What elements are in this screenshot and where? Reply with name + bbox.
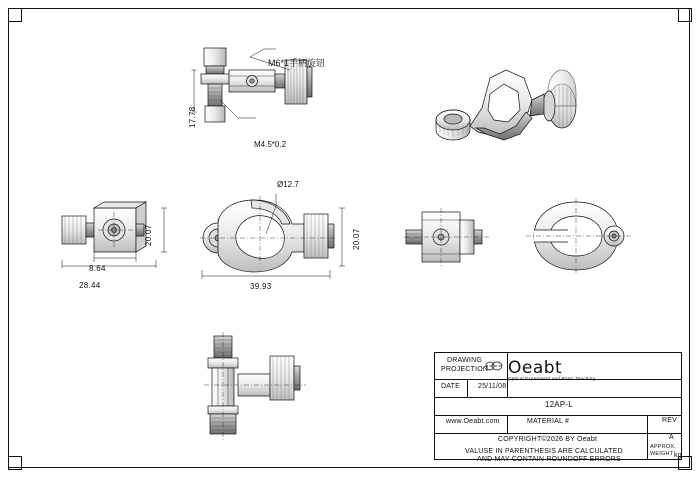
rev-label: REV bbox=[662, 417, 677, 424]
part-number: 12AP-L bbox=[545, 400, 573, 409]
website-link[interactable]: www.Oeabt.com bbox=[446, 418, 500, 425]
weight-unit: kg bbox=[674, 452, 682, 459]
note-m6-knob: M6*1手柄旋钮 bbox=[268, 58, 326, 68]
tolerance-note-line2: AND MAY CONTAIN ROUNDOFF ERRORS bbox=[477, 456, 621, 463]
dim-28-44: 28.44 bbox=[79, 281, 101, 290]
drawing-projection-label-line2: PROJECTION bbox=[441, 366, 489, 373]
projection-symbol-icon bbox=[485, 361, 503, 371]
view-side-section bbox=[404, 206, 494, 272]
view-plan-bottom bbox=[190, 330, 320, 450]
dim-39-93: 39.93 bbox=[250, 282, 272, 291]
logo-tagline: Optical Experiment and Basic Teaching bbox=[508, 376, 596, 381]
corner-mark-top-right bbox=[678, 8, 692, 22]
approx-weight-label-line2: WEIGHT bbox=[650, 451, 674, 457]
company-logo bbox=[508, 358, 608, 384]
drawing-projection-label-line1: DRAWING bbox=[447, 357, 482, 364]
corner-mark-top-left bbox=[8, 8, 22, 22]
view-isometric bbox=[420, 48, 600, 158]
rev-value: A bbox=[669, 434, 674, 441]
dim-20-07-left: 20.07 bbox=[144, 224, 153, 246]
tolerance-note-line1: VALUSE IN PARENTHESIS ARE CALCULATED bbox=[465, 448, 623, 455]
note-diameter: Ø12.7 bbox=[277, 180, 299, 189]
dim-8-64: 8.64 bbox=[89, 264, 106, 273]
material-label: MATERIAL # bbox=[527, 418, 570, 425]
view-front-left bbox=[56, 198, 176, 268]
copyright-text: COPYRIGHT©2026 BY Oeabt bbox=[498, 436, 598, 443]
dim-20-07-right: 20.07 bbox=[352, 228, 361, 250]
note-m45: M4.5*0.2 bbox=[254, 140, 287, 149]
corner-mark-bottom-left bbox=[8, 456, 22, 470]
view-clamp-side bbox=[520, 196, 650, 276]
approx-weight-label-line1: APPROX. bbox=[650, 444, 676, 450]
view-clamp-front bbox=[196, 190, 346, 280]
date-value: 25/11/08 bbox=[478, 383, 507, 390]
dim-17-78: 17.78 bbox=[188, 106, 197, 128]
logo-name: Oeabt bbox=[508, 358, 563, 378]
date-label: DATE bbox=[441, 383, 460, 390]
